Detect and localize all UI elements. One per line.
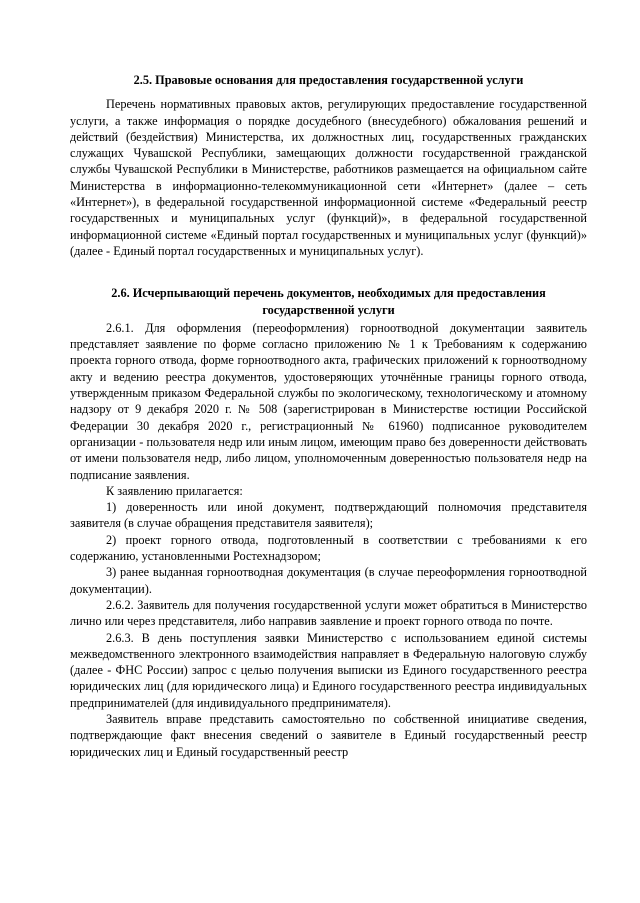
- section-2-6-heading: 2.6. Исчерпывающий перечень документов, необходимых для предоставления государственной услуги: [111, 286, 546, 317]
- list-item-3: 3) ранее выданная горноотводная документация (в случае переоформления горноотводной документации).: [70, 565, 587, 596]
- list-item-2: 2) проект горного отвода, подготовленный в соответствии с требованиями к его содержанию, установленными Ростехнадзором;: [70, 532, 587, 564]
- paragraph-2-6-2: 2.6.2. Заявитель для получения государственной услуги может обратиться в Министерство лично или через представителя, либо направив заявление и проект горного отвода по почте.: [70, 597, 587, 629]
- section-2-5-heading: 2.5. Правовые основания для предоставления государственной услуги: [133, 73, 524, 87]
- paragraph-2-6-1: 2.6.1. Для оформления (переоформления) горноотводной документации заявитель представляет заявление по форме согласно приложению № 1 к Требованиям к содержанию проекта горного отвода, форме горноотводного акта, графических приложений к горноотводному акту и ведению реестра документов, удостоверяющих уточнённые границы горного отвода, утвержденным приказом Федеральной службы по экологическому, технологическому и атомному надзору от 9 декабря 2020 г. № 508 (зарегистрирован в Министерстве юстиции Российской Федерации 30 декабря 2020 г., регистрационный № 61960) подписанное руководителем организации - пользователя недр или иным лицом, имеющим право без доверенности действовать от имени пользователя недр, либо лицом, уполномоченным доверенностью пользователя недр на подписание заявления.: [70, 320, 587, 482]
- section-spacer: [70, 259, 587, 285]
- document-page: [70, 72, 587, 760]
- paragraph-applicant-right: Заявитель вправе представить самостоятельно по собственной инициативе сведения, подтверждающие факт внесения сведений о заявителе в Единый государственный реестр юридических лиц и Единый государственный реестр: [70, 711, 587, 759]
- section-2-5-paragraph: Перечень нормативных правовых актов, регулирующих предоставление государственной услуги, а также информация о порядке досудебного (внесудебного) обжалования решений и действий (бездействия) Министерства, их должностных лиц, государственных гражданских служащих Чувашской Республики, замещающих должности государственной гражданской службы Чувашской Республики в Министерстве, работников размещается на официальном сайте Министерства в информационно-телекоммуникационной сети «Интернет» (далее – сеть «Интернет»), в федеральной государственной информационной системе «Федеральный реестр государственных и муниципальных услуг (функций)», в федеральной государственной информационной системе «Единый портал государственных и муниципальных услуг (функций)» (далее - Единый портал государственных и муниципальных услуг).: [70, 97, 587, 258]
- paragraph-attachments-intro: К заявлению прилагается:: [106, 483, 243, 498]
- paragraph-2-6-3: 2.6.3. В день поступления заявки Министерство с использованием единой системы межведомственного электронного взаимодействия направляет в Федеральную налоговую службу (далее - ФНС России) запрос с целью получения выписки из Единого государственного реестра юридических лиц (для юридического лица) и Единого государственного реестра индивидуальных предпринимателей (для индивидуального предпринимателя).: [70, 630, 587, 710]
- list-item-1: 1) доверенность или иной документ, подтверждающий полномочия представителя заявителя (в случае обращения представителя заявителя);: [70, 500, 587, 531]
